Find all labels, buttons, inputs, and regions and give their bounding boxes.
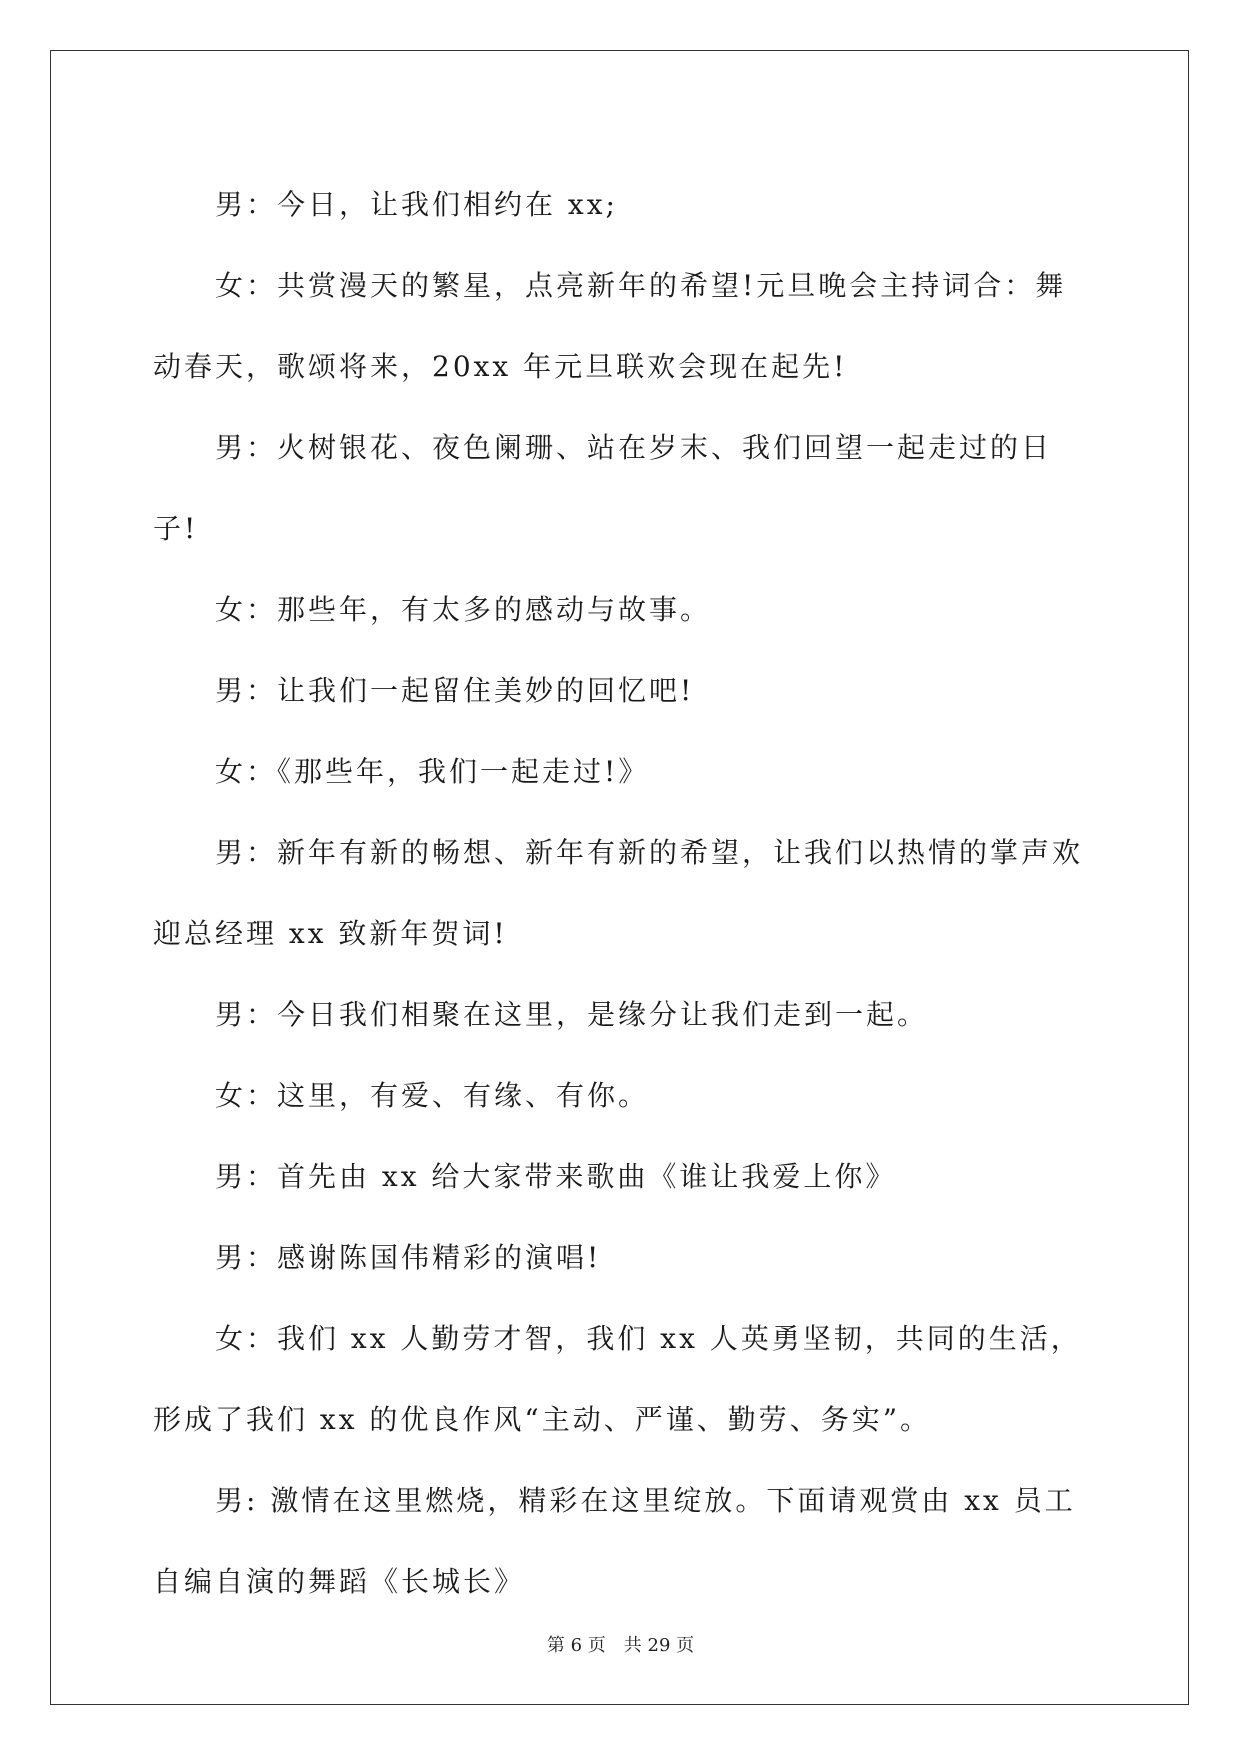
page-footer	[0, 1631, 1241, 1657]
paragraph: 女：《那些年，我们一起走过!》	[215, 755, 650, 788]
paragraph: 男：感谢陈国伟精彩的演唱!	[215, 1241, 602, 1274]
paragraph: 女：这里，有爱、有缘、有你。	[215, 1079, 650, 1112]
paragraph: 男: 激情在这里燃烧，精彩在这里绽放。下面请观赏由 xx 员工自编自演的舞蹈《长城长》	[153, 1484, 1076, 1598]
document-body	[153, 164, 1093, 1622]
total-pages-label: 共 29 页	[623, 1635, 695, 1656]
paragraph: 女：共赏漫天的繁星，点亮新年的希望!元旦晚会主持词合：舞动春天，歌颂将来，20xx 年元旦联欢会现在起先!	[153, 269, 1067, 383]
paragraph: 男：让我们一起留住美妙的回忆吧!	[215, 674, 695, 707]
paragraph: 女：那些年，有太多的感动与故事。	[215, 593, 712, 626]
paragraph: 男：火树银花、夜色阑珊、站在岁末、我们回望一起走过的日子!	[153, 431, 1053, 545]
paragraph: 男：首先由 xx 给大家带来歌曲《谁让我爱上你》	[215, 1160, 897, 1193]
paragraph: 男：今日，让我们相约在 xx;	[215, 188, 618, 221]
current-page-label: 第 6 页	[546, 1635, 606, 1656]
paragraph: 女：我们 xx 人勤劳才智，我们 xx 人英勇坚韧，共同的生活，形成了我们 xx 的优良作风“主动、严谨、勤劳、务实”。	[153, 1322, 1082, 1436]
paragraph: 男：新年有新的畅想、新年有新的希望，让我们以热情的掌声欢迎总经理 xx 致新年贺词!	[153, 836, 1084, 950]
paragraph: 男：今日我们相聚在这里，是缘分让我们走到一起。	[215, 998, 929, 1031]
